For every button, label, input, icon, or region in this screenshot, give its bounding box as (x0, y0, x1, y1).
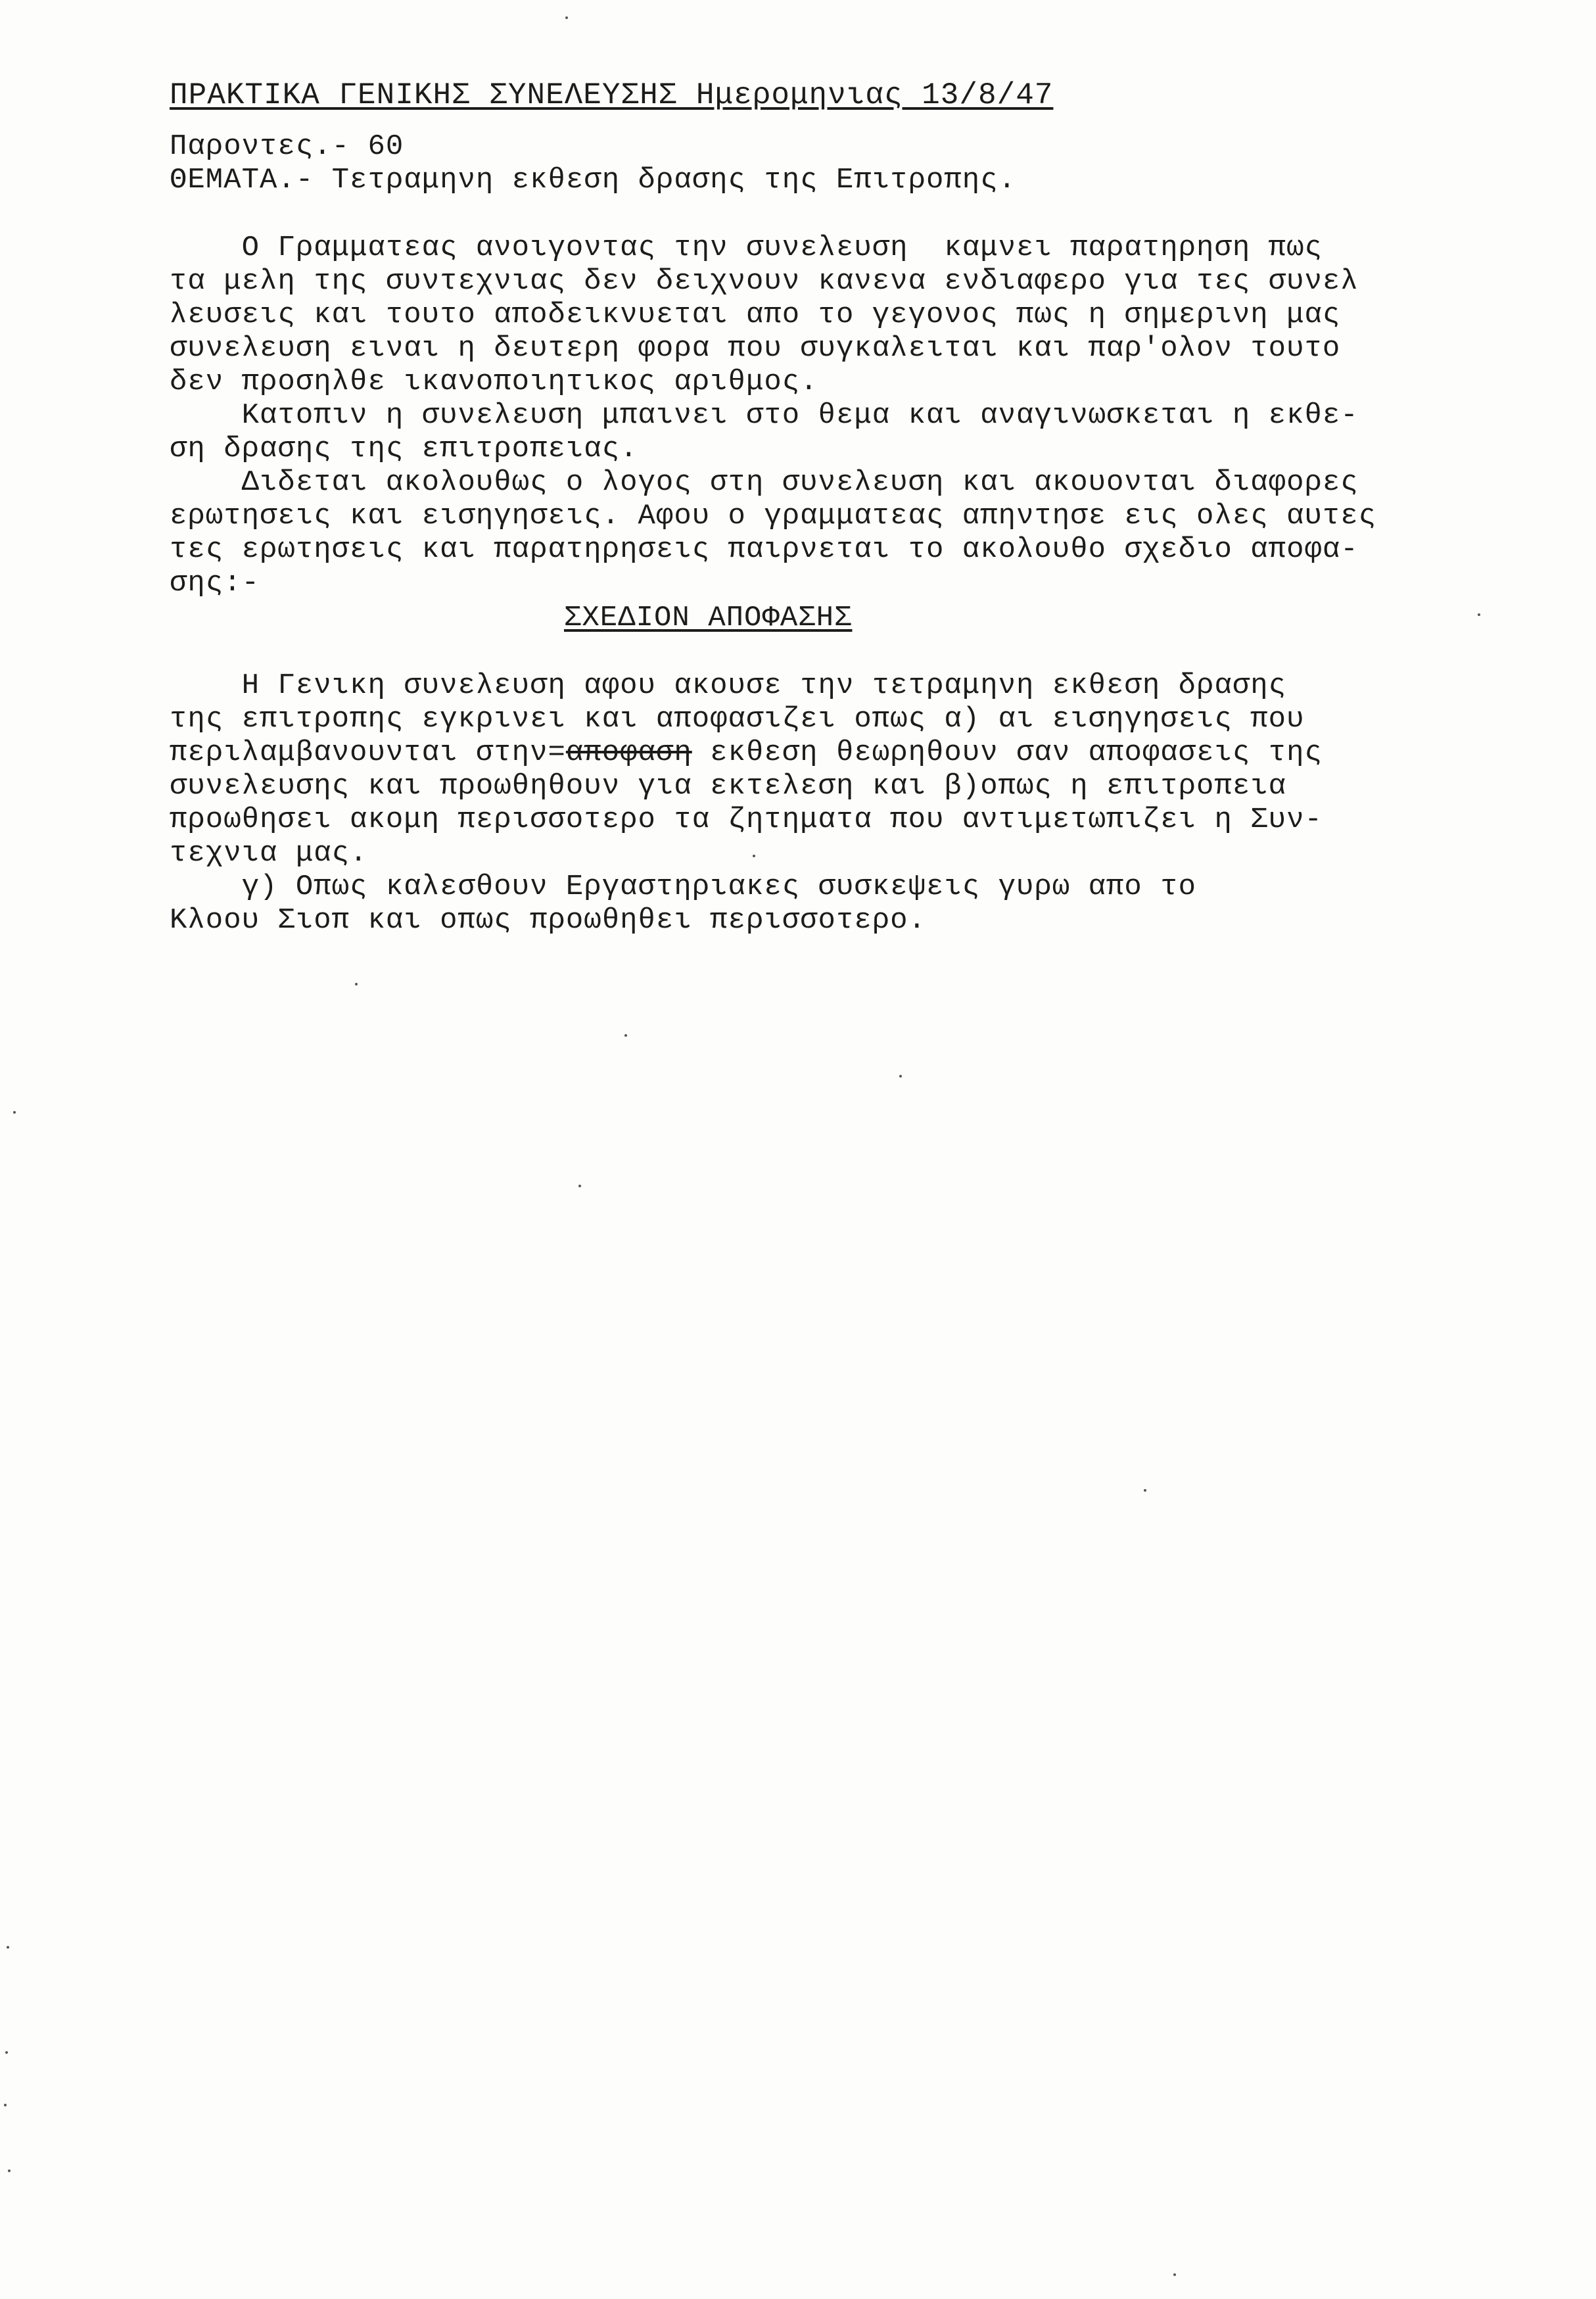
text-line: Κατοπιν η συνελευση μπαινει στο θεμα και αναγινωσκεται η εκθε- (170, 399, 1359, 432)
scan-speck (1144, 1489, 1146, 1492)
paragraph-report-reading (170, 399, 1537, 466)
text-line: σης:- (170, 567, 260, 600)
scan-speck (565, 16, 568, 19)
text-line: ση δρασης της επιτροπειας. (170, 433, 638, 465)
scan-speck (753, 855, 755, 857)
scan-speck (578, 1185, 581, 1187)
scan-speck (624, 1034, 627, 1037)
scan-speck (899, 1075, 902, 1078)
scan-speck (4, 2104, 7, 2106)
text-line: Ο Γραμματεας ανοιγοντας την συνελευση καμνει παρατηρηση πως (170, 231, 1323, 264)
text-line: Διδεται ακολουθως ο λογος στη συνελευση και ακουονται διαφορες (170, 466, 1359, 499)
paragraph-opening (170, 231, 1537, 399)
text-line: ερωτησεις και εισηγησεις. Αφου ο γραμματεας απηντησε εις ολες αυτες (170, 500, 1377, 533)
section-heading: ΣΧΕΔΙΟΝ ΑΠΟΦΑΣΗΣ (564, 602, 853, 634)
scan-speck (1478, 613, 1480, 616)
paragraph-workshop-meetings (170, 870, 1537, 937)
text-line: δεν προσηλθε ικανοποιητικος αριθμος. (170, 366, 818, 398)
text-line: Η Γενικη συνελευση αφου ακουσε την τετραμηνη εκθεση δρασης (170, 669, 1287, 702)
topics-line: ΘΕΜΑΤΑ.- Τετραμηνη εκθεση δρασης της Επιτροπης. (170, 164, 1017, 197)
document-title: ΠΡΑΚΤΙΚΑ ΓΕΝΙΚΗΣ ΣΥΝΕΛΕΥΣΗΣ Ημερομηνιας 13/8/47 (170, 78, 1054, 112)
scan-speck (1173, 2273, 1176, 2276)
text-line: τες ερωτησεις και παρατηρησεις παιρνεται το ακολουθο σχεδιο αποφα- (170, 533, 1359, 566)
text-line: συνελευσης και προωθηθουν για εκτελεση και β)οπως η επιτροπεια (170, 770, 1287, 803)
text-line: τεχνια μας. (170, 837, 368, 870)
text-line: γ) Οπως καλεσθουν Εργαστηριακες συσκεψεις γυρω απο το (170, 870, 1197, 903)
text-line: τα μελη της συντεχνιας δεν δειχνουν κανενα ενδιαφερο για τες συνελ (170, 265, 1359, 298)
text-fragment: περιλαμβανουνται στην= (170, 736, 566, 769)
text-line: Κλοου Σιοπ και οπως προωθηθει περισσοτερο. (170, 904, 926, 937)
struck-out-word: αποφαση (565, 736, 692, 769)
text-line: προωθησει ακομη περισσοτερο τα ζητηματα που αντιμετωπιζει η Συν- (170, 803, 1323, 836)
text-line-with-strikeout (170, 736, 1537, 770)
attendance-line: Παροντες.- 60 (170, 130, 404, 163)
scan-speck (7, 1946, 9, 1949)
text-line: της επιτροπης εγκρινει και αποφασιζει οπως α) αι εισηγησεις που (170, 703, 1305, 736)
document-body (170, 79, 1537, 937)
text-fragment: εκθεση θεωρηθουν σαν αποφασεις της (692, 736, 1323, 769)
scan-speck (13, 1111, 16, 1114)
scan-speck (355, 983, 358, 985)
paragraph-resolution (170, 669, 1537, 870)
text-line: συνελευση ειναι η δευτερη φορα που συγκαλειται και παρ'ολον τουτο (170, 332, 1341, 365)
scan-speck (8, 2169, 11, 2172)
paragraph-discussion (170, 466, 1537, 600)
scan-speck (5, 2051, 8, 2054)
text-line: λευσεις και τουτο αποδεικνυεται απο το γεγονος πως η σημερινη μας (170, 298, 1341, 331)
